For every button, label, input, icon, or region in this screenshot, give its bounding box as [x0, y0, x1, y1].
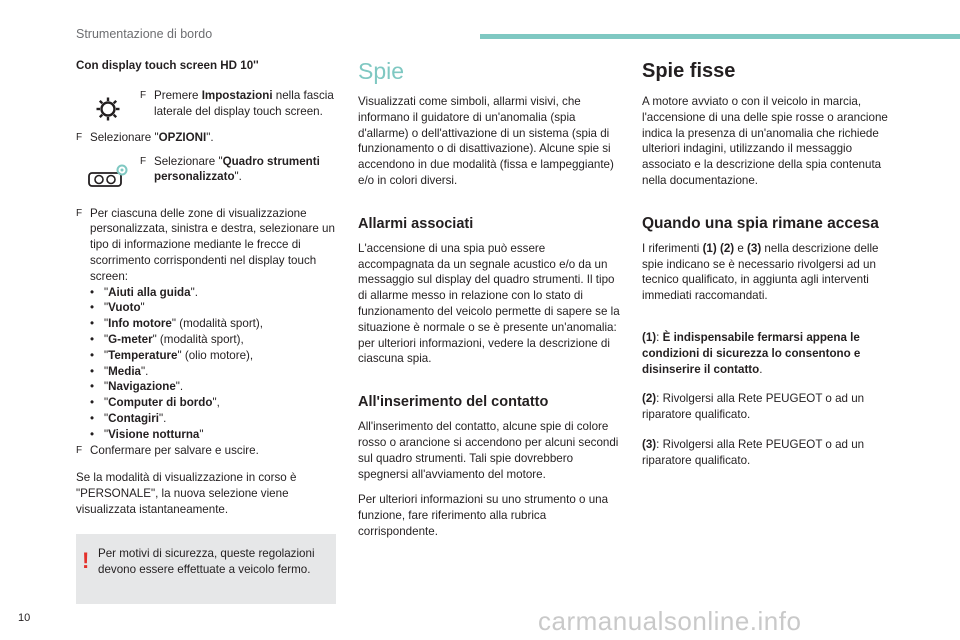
bullet-flag: F [76, 131, 83, 143]
references-text: I riferimenti (1) (2) e (3) nella descrizione delle spie indicano se è necessario rivolgersi ad un tecnico qualificato, in aggiunta agli interventi immediati raccomandati. [642, 241, 879, 303]
step2-text: Selezionare "OPZIONI". [90, 130, 214, 144]
display-option-item: • "Contagiri". [90, 411, 338, 427]
watermark: carmanualsonline.info [538, 606, 802, 636]
fixed-lights-intro: A motore avviato o con il veicolo in marcia, l'accensione di una delle spie rosse o arancione indica la presenza di un'anomalia che richiede ulteriori indagini, utilizzando il messaggio associato e la descrizione della spia contenuta nella documentazione. [642, 95, 888, 187]
display-option-item: • "Temperature" (olio motore), [90, 348, 338, 364]
step-confirm [76, 443, 338, 459]
header-accent-bar [480, 34, 960, 39]
safety-warning-box [76, 534, 336, 604]
middle-column [358, 58, 623, 540]
display-option-item: • "Navigazione". [90, 379, 338, 395]
bullet-flag: F [76, 444, 83, 456]
display-option-item: • "Vuoto" [90, 300, 338, 316]
display-option-item: • "Visione notturna" [90, 427, 338, 443]
step-zones [76, 206, 338, 285]
step1-text: Premere Impostazioni nella fascia laterale del display touch screen. [154, 88, 334, 118]
display-section-title: Con display touch screen HD 10'' [76, 59, 259, 72]
display-option-item: • "Media". [90, 364, 338, 380]
note-2: (2): Rivolgersi alla Rete PEUGEOT o ad un riparatore qualificato. [642, 392, 865, 422]
step3-text: Selezionare "Quadro strumenti personalizzato". [154, 154, 320, 184]
note-3: (3): Rivolgersi alla Rete PEUGEOT o ad un riparatore qualificato. [642, 437, 865, 467]
display-option-item: • "Aiuti alla guida". [90, 285, 338, 301]
spie-title: Spie [358, 58, 405, 84]
display-option-item: • "G-meter" (modalità sport), [90, 332, 338, 348]
alarms-heading: Allarmi associati [358, 215, 474, 232]
display-option-item: • "Computer di bordo", [90, 395, 338, 411]
instrument-panel-icon [86, 164, 130, 188]
ignition-text: All'inserimento del contatto, alcune spie di colore rosso o arancione si accendono per alcuni secondi sul quadro strumenti. Tali spie dovrebbero spegnersi all'avviamento del motore. [358, 420, 619, 481]
step4-text: Per ciascuna delle zone di visualizzazione personalizzata, sinistra e destra, selezionare un tipo di informazione mediante le frecce di scorrimento corrispondenti nel display touch screen: [90, 206, 335, 283]
safety-warning-text: Per motivi di sicurezza, queste regolazioni devono essere effettuate a veicolo fermo. [98, 547, 315, 576]
fixed-lights-title: Spie fisse [642, 60, 736, 82]
page-number: 10 [18, 612, 31, 624]
bullet-flag: F [140, 155, 147, 167]
right-column [642, 58, 897, 469]
display-options-list [76, 285, 338, 443]
stays-on-heading: Quando una spia rimane accesa [642, 214, 879, 232]
note-1: (1): È indispensabile fermarsi appena le condizioni di sicurezza lo consentono e disinserire il contatto. [642, 330, 861, 376]
step-options [76, 130, 338, 146]
spie-intro: Visualizzati come simboli, allarmi visivi, che informano il guidatore di un'anomalia (spia d'allarme) o dell'attivazione di un sistema (spia di funzionamento o di disattivazione). Alcune spie si accendono in due modalità (fissa e lampeggiante) e/o in colori diversi. [358, 95, 614, 187]
step5-text: Confermare per salvare e uscire. [90, 443, 259, 457]
display-option-item: • "Info motore" (modalità sport), [90, 316, 338, 332]
step-cluster [76, 154, 338, 188]
left-column [76, 58, 338, 518]
alarms-text: L'accensione di una spia può essere accompagnata da un segnale acustico e/o da un messaggio sul display del quadro strumenti. Il tipo di allarme messo in relazione con lo stato di funzionamento del veicolo permette di sapere se la situazione è normale o se è presente un'anomalia: per ulteriori informazioni, vedere la descrizione di ciascuna spia. [358, 241, 620, 366]
personal-mode-paragraph: Se la modalità di visualizzazione in corso è "PERSONALE", la nuova selezione viene visualizzata istantaneamente. [76, 471, 297, 516]
step-settings [76, 88, 338, 122]
more-info-text: Per ulteriori informazioni su uno strumento o una funzione, fare riferimento alla rubrica corrispondente. [358, 493, 609, 538]
bullet-flag: F [140, 89, 147, 101]
ignition-heading: All'inserimento del contatto [358, 394, 549, 411]
warning-icon: ! [82, 548, 90, 573]
section-header: Strumentazione di bordo [76, 27, 213, 41]
bullet-flag: F [76, 207, 83, 219]
gear-icon [95, 96, 121, 122]
